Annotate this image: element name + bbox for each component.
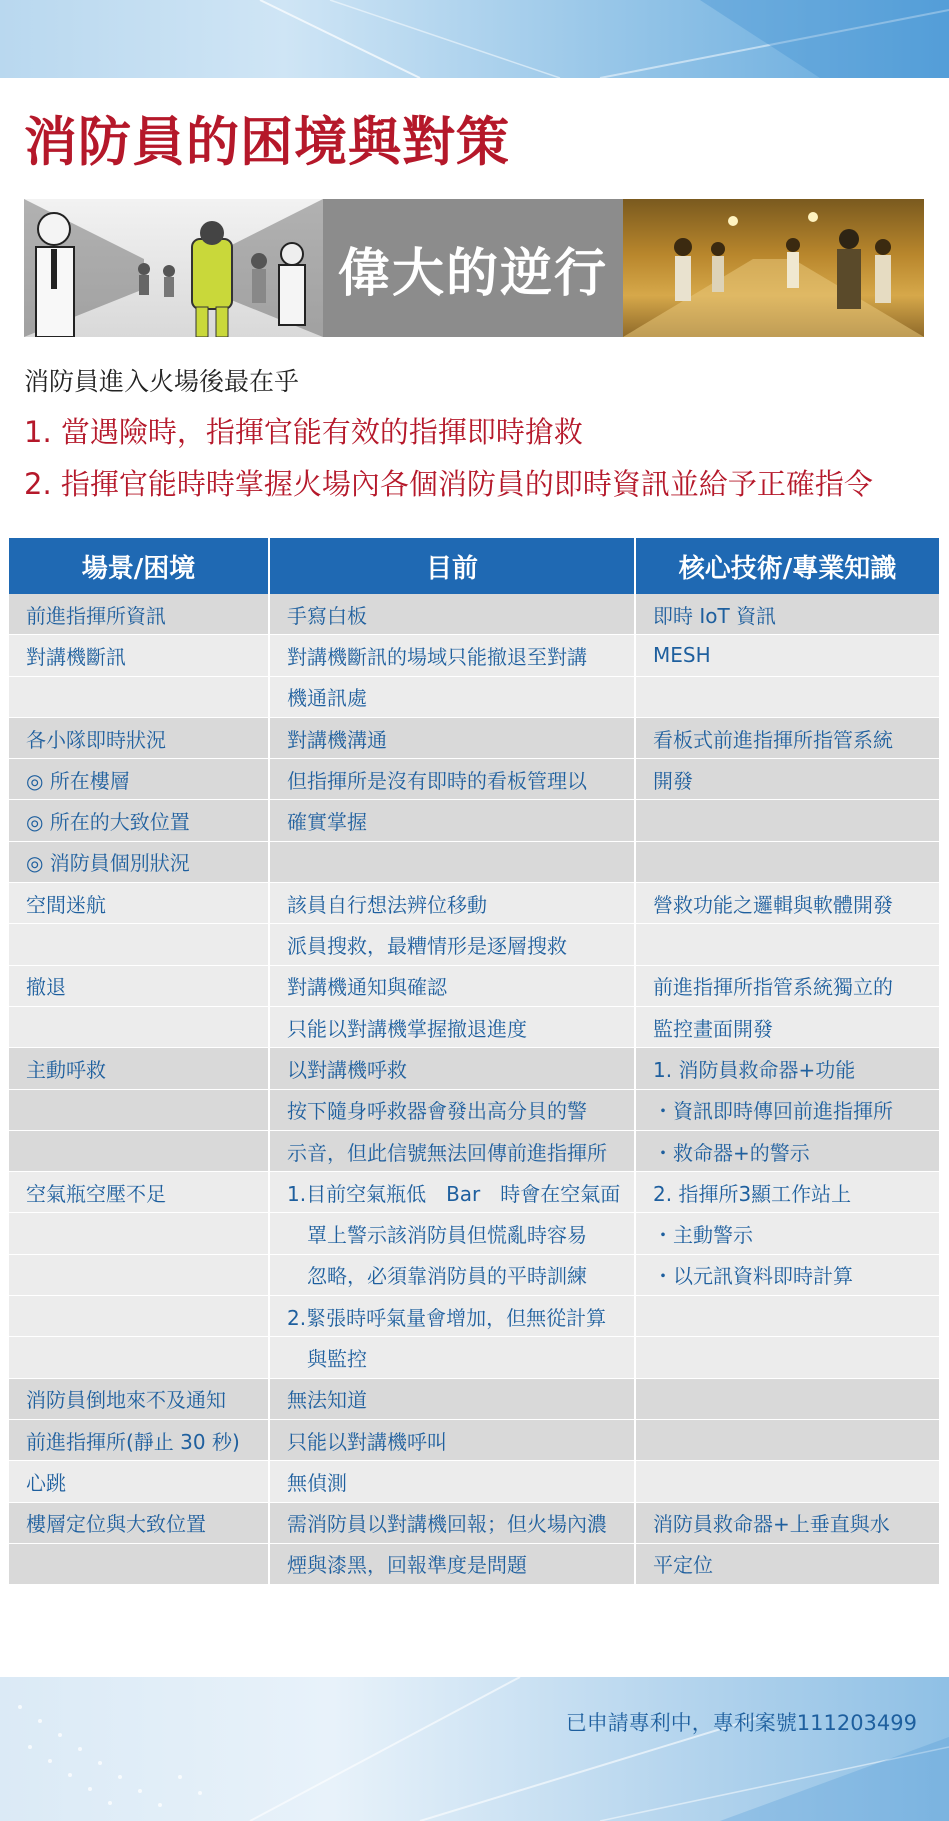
table-row [9,924,939,965]
cell-current: 忽略，必須靠消防員的平時訓練 [269,1254,635,1295]
cell-current: 確實掌握 [269,800,635,841]
cell-current: 以對講機呼救 [269,1048,635,1089]
cell-current: 對講機斷訊的場域只能撤退至對講 [269,635,635,676]
cell-current: 只能以對講機呼叫 [269,1419,635,1460]
cell-scenario: 對講機斷訊 [9,635,269,676]
cell-scenario: 主動呼救 [9,1048,269,1089]
cell-scenario [9,1006,269,1047]
cell-scenario [9,1254,269,1295]
cell-core-technology: 1. 消防員救命器+功能 [635,1048,939,1089]
cell-core-technology [635,924,939,965]
cell-scenario: 心跳 [9,1461,269,1502]
table-row [9,1337,939,1378]
table-row [9,1089,939,1130]
table-header-row [9,538,939,594]
table-row [9,1502,939,1543]
cell-scenario [9,1543,269,1584]
table-row [9,1130,939,1171]
cell-current: 示音，但此信號無法回傳前進指揮所 [269,1130,635,1171]
cell-core-technology: 平定位 [635,1543,939,1584]
cell-core-technology: 監控畫面開發 [635,1006,939,1047]
cell-scenario: 空氣瓶空壓不足 [9,1172,269,1213]
intro-text: 消防員進入火場後最在乎 [24,367,300,396]
table-row [9,1172,939,1213]
header-core-technology: 核心技術/專業知識 [635,538,939,594]
cell-current: 2.緊張時呼氣量會增加，但無從計算 [269,1296,635,1337]
cell-scenario [9,1089,269,1130]
hero-illustration-left [24,199,323,337]
cell-core-technology: 前進指揮所指管系統獨立的 [635,965,939,1006]
cell-scenario [9,676,269,717]
banner-decoration [0,0,949,78]
header-current: 目前 [269,538,635,594]
hero-photo-right [623,199,924,337]
cell-core-technology: 2. 指揮所3顯工作站上 [635,1172,939,1213]
key-point-1: 1. 當遇險時，指揮官能有效的指揮即時搶救 [24,415,583,449]
table-row [9,594,939,635]
hero-caption-panel [323,199,623,337]
table-row [9,1254,939,1295]
cell-core-technology [635,1337,939,1378]
cell-scenario: 前進指揮所資訊 [9,594,269,635]
table-row [9,1461,939,1502]
cell-current: 只能以對講機掌握撤退進度 [269,1006,635,1047]
table-row [9,1213,939,1254]
cell-scenario: 樓層定位與大致位置 [9,1502,269,1543]
cell-scenario [9,1296,269,1337]
table-row [9,841,939,882]
cell-core-technology [635,1296,939,1337]
cell-scenario: ◎ 所在的大致位置 [9,800,269,841]
table-row [9,635,939,676]
cell-core-technology [635,676,939,717]
cell-current: 罩上警示該消防員但慌亂時容易 [269,1213,635,1254]
cell-scenario: ◎ 所在樓層 [9,759,269,800]
table-row [9,965,939,1006]
cell-current: 機通訊處 [269,676,635,717]
hero-banner-image [24,199,924,337]
banner-decoration [0,1677,949,1821]
cell-scenario: 各小隊即時狀況 [9,717,269,758]
cell-current: 手寫白板 [269,594,635,635]
table-row [9,883,939,924]
cell-scenario: ◎ 消防員個別狀況 [9,841,269,882]
table-row [9,759,939,800]
cell-core-technology: MESH [635,635,939,676]
table-row [9,1048,939,1089]
top-banner [0,0,949,78]
cell-current: 但指揮所是沒有即時的看板管理以 [269,759,635,800]
cell-scenario [9,1337,269,1378]
table-row [9,676,939,717]
cell-core-technology [635,1378,939,1419]
cell-scenario [9,924,269,965]
cell-current: 對講機通知與確認 [269,965,635,1006]
patent-notice: 已申請專利中，專利案號111203499 [565,1711,917,1735]
cell-core-technology: ・以元訊資料即時計算 [635,1254,939,1295]
cell-scenario: 撤退 [9,965,269,1006]
cell-core-technology [635,800,939,841]
cell-current [269,841,635,882]
cell-core-technology: 開發 [635,759,939,800]
cell-core-technology: 營救功能之邏輯與軟體開發 [635,883,939,924]
cell-current: 派員搜救，最糟情形是逐層搜救 [269,924,635,965]
cell-core-technology: 看板式前進指揮所指管系統 [635,717,939,758]
header-scenario: 場景/困境 [9,538,269,594]
table-row [9,1296,939,1337]
cell-core-technology: ・救命器+的警示 [635,1130,939,1171]
cell-core-technology [635,1461,939,1502]
table-row [9,1006,939,1047]
challenges-table [9,538,939,1585]
cell-current: 該員自行想法辨位移動 [269,883,635,924]
table-body [9,594,939,1585]
cell-current: 與監控 [269,1337,635,1378]
bottom-banner [0,1677,949,1821]
key-point-2: 2. 指揮官能時時掌握火場內各個消防員的即時資訊並給予正確指令 [24,467,873,501]
cell-current: 無偵測 [269,1461,635,1502]
cell-scenario [9,1213,269,1254]
cell-current: 無法知道 [269,1378,635,1419]
cell-core-technology: 消防員救命器+上垂直與水 [635,1502,939,1543]
table-row [9,1378,939,1419]
cell-scenario: 消防員倒地來不及通知 [9,1378,269,1419]
cell-scenario: 空間迷航 [9,883,269,924]
cell-current: 按下隨身呼救器會發出高分貝的警 [269,1089,635,1130]
page-title: 消防員的困境與對策 [24,112,510,173]
cell-core-technology [635,1419,939,1460]
cell-core-technology: ・主動警示 [635,1213,939,1254]
cell-core-technology: ・資訊即時傳回前進指揮所 [635,1089,939,1130]
cell-current: 對講機溝通 [269,717,635,758]
cell-current: 1.目前空氣瓶低 Bar 時會在空氣面 [269,1172,635,1213]
table-row [9,1419,939,1460]
cell-current: 需消防員以對講機回報；但火場內濃 [269,1502,635,1543]
table-row [9,800,939,841]
hero-caption: 偉大的逆行 [337,243,608,304]
cell-current: 煙與漆黑，回報準度是問題 [269,1543,635,1584]
cell-core-technology [635,841,939,882]
table-row [9,1543,939,1584]
cell-scenario: 前進指揮所(靜止 30 秒) [9,1419,269,1460]
cell-scenario [9,1130,269,1171]
cell-core-technology: 即時 IoT 資訊 [635,594,939,635]
table-row [9,717,939,758]
